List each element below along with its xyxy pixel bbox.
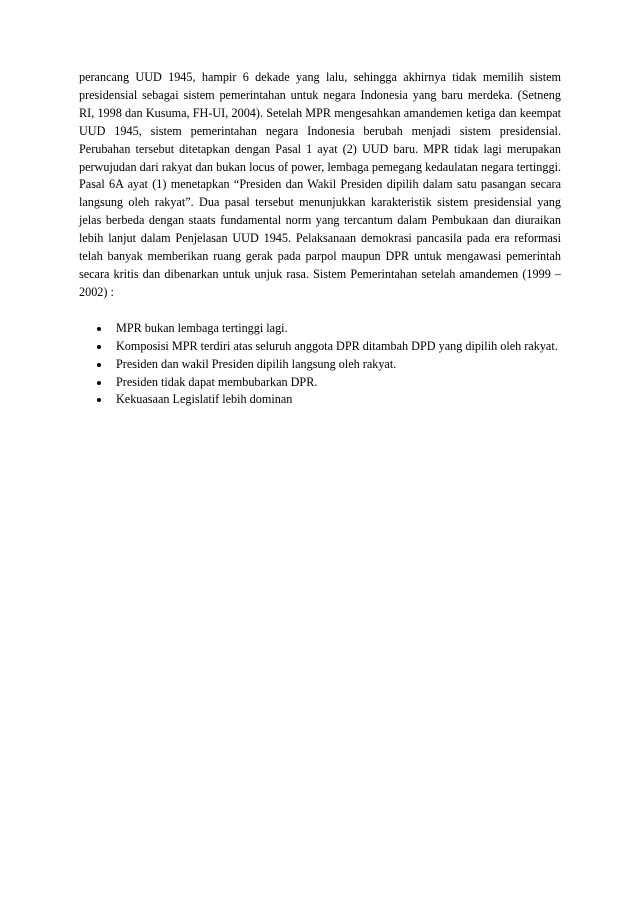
- bullet-icon: [97, 398, 101, 402]
- bullet-icon: [97, 381, 101, 385]
- list-item: [79, 320, 561, 338]
- bullet-icon: [97, 345, 101, 349]
- list-item-text: MPR bukan lembaga tertinggi lagi.: [116, 320, 288, 335]
- list-item-text: Presiden dan wakil Presiden dipilih langsung oleh rakyat.: [116, 356, 397, 371]
- list-item: [79, 374, 561, 392]
- bullet-list: [79, 320, 561, 410]
- bullet-icon: [97, 363, 101, 367]
- bullet-icon: [97, 327, 101, 331]
- list-item: [79, 391, 561, 409]
- document-page: [79, 69, 561, 409]
- list-item-text: Presiden tidak dapat membubarkan DPR.: [116, 374, 318, 389]
- list-item: [79, 356, 561, 374]
- list-item: [79, 338, 561, 356]
- list-item-text: Komposisi MPR terdiri atas seluruh anggota DPR ditambah DPD yang dipilih oleh rakyat.: [116, 338, 558, 353]
- list-item-text: Kekuasaan Legislatif lebih dominan: [116, 392, 293, 407]
- body-paragraph: perancang UUD 1945, hampir 6 dekade yang lalu, sehingga akhirnya tidak memilih sistem presidensial sebagai sistem pemerintahan untuk negara Indonesia yang baru merdeka. (Setneng RI, 1998 dan Kusuma, FH-UI, 2004). Setelah MPR mengesahkan amandemen ketiga dan keempat UUD 1945, sistem pemerintahan negara Indonesia berubah menjadi sistem presidensial. Perubahan tersebut ditetapkan dengan Pasal 1 ayat (2) UUD baru. MPR tidak lagi merupakan perwujudan dari rakyat dan bukan locus of power, lembaga pemegang kedaulatan negara tertinggi. Pasal 6A ayat (1) menetapkan “Presiden dan Wakil Presiden dipilih dalam satu pasangan secara langsung oleh rakyat”. Dua pasal tersebut menunjukkan karakteristik sistem presidensial yang jelas berbeda dengan staats fundamental norm yang tercantum dalam Pembukaan dan diuraikan lebih lanjut dalam Penjelasan UUD 1945. Pelaksanaan demokrasi pancasila pada era reformasi telah banyak memberikan ruang gerak pada parpol maupun DPR untuk mengawasi pemerintah secara kritis dan dibenarkan untuk unjuk rasa. Sistem Pemerintahan setelah amandemen (1999 – 2002) :: [79, 70, 561, 299]
